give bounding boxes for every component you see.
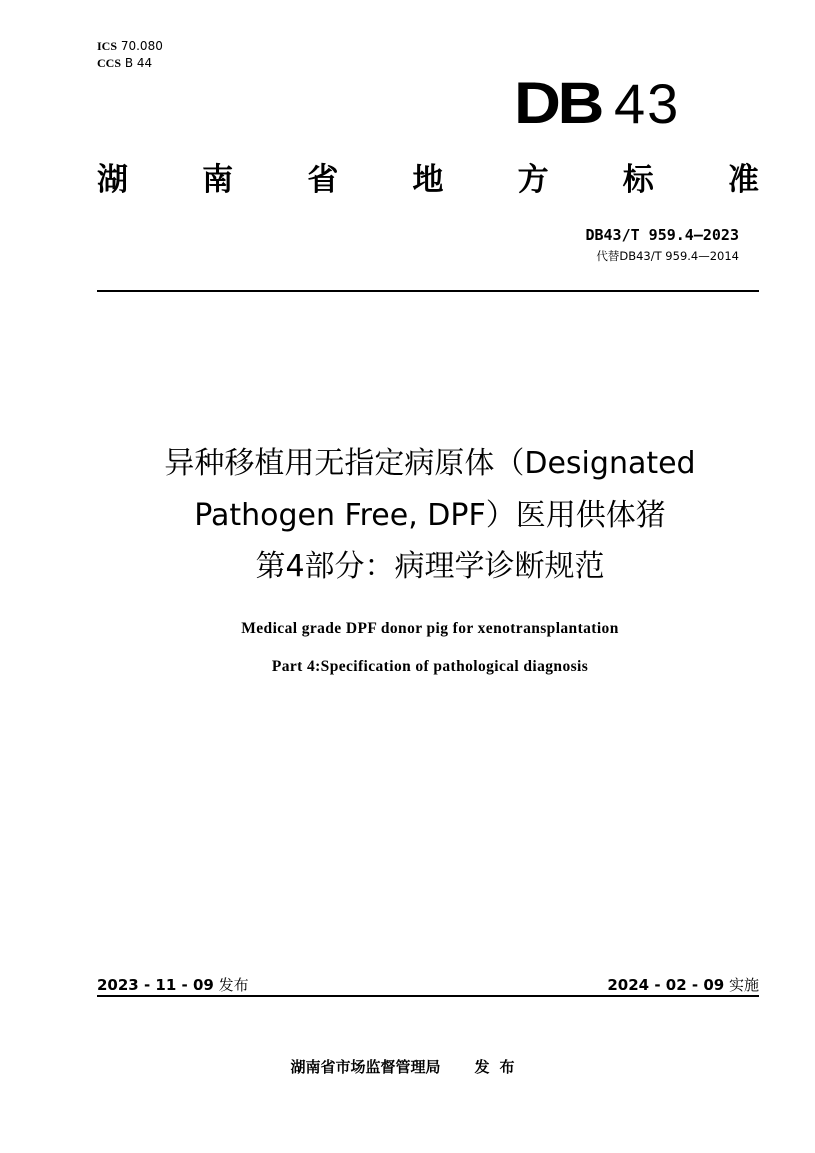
publisher-action: 发布 [474, 1058, 525, 1076]
standard-type-char: 省 [307, 161, 339, 198]
ics-code [97, 38, 163, 55]
standard-type-char: 南 [202, 161, 234, 198]
issue-date-label: 发布 [218, 976, 249, 994]
standard-number: DB43/T 959.4—2023 [585, 226, 739, 244]
header-divider [97, 290, 759, 292]
ccs-label: CCS [97, 56, 122, 70]
standard-type-char: 湖 [97, 161, 128, 198]
logo-db: DB [514, 71, 602, 136]
title-line-2: Pathogen Free, DPF）医用供体猪 [194, 498, 666, 533]
implement-date-label: 实施 [728, 976, 759, 994]
publisher-name: 湖南省市场监督管理局 [290, 1058, 441, 1076]
ccs-value: B 44 [124, 56, 153, 70]
standard-type-char: 地 [412, 161, 444, 198]
english-title-line-1: Medical grade DPF donor pig for xenotransplantation [241, 620, 619, 637]
standard-type-char: 标 [622, 161, 654, 198]
standard-type-heading [97, 154, 759, 198]
ics-value: 70.080 [120, 39, 163, 53]
db43-logo [514, 71, 694, 136]
issue-date [97, 974, 249, 995]
footer-divider [97, 995, 759, 997]
ics-label: ICS [97, 39, 118, 53]
logo-number: 43 [614, 72, 681, 135]
standard-type-char: 方 [517, 161, 549, 198]
ccs-code [97, 55, 163, 72]
issue-date-value: 2023 - 11 - 09 [97, 976, 214, 994]
implement-date-value: 2024 - 02 - 09 [607, 976, 725, 994]
title-line-3: 第4部分：病理学诊断规范 [255, 549, 605, 584]
title-line-1: 异种移植用无指定病原体（Designated [164, 446, 696, 481]
classification-codes [97, 38, 163, 72]
standard-type-char: 准 [727, 161, 759, 198]
publisher [0, 1056, 815, 1077]
english-title-line-2: Part 4:Specification of pathological diagnosis [271, 658, 589, 675]
implement-date [607, 974, 759, 995]
replaces-standard: 代替DB43/T 959.4—2014 [596, 249, 739, 263]
